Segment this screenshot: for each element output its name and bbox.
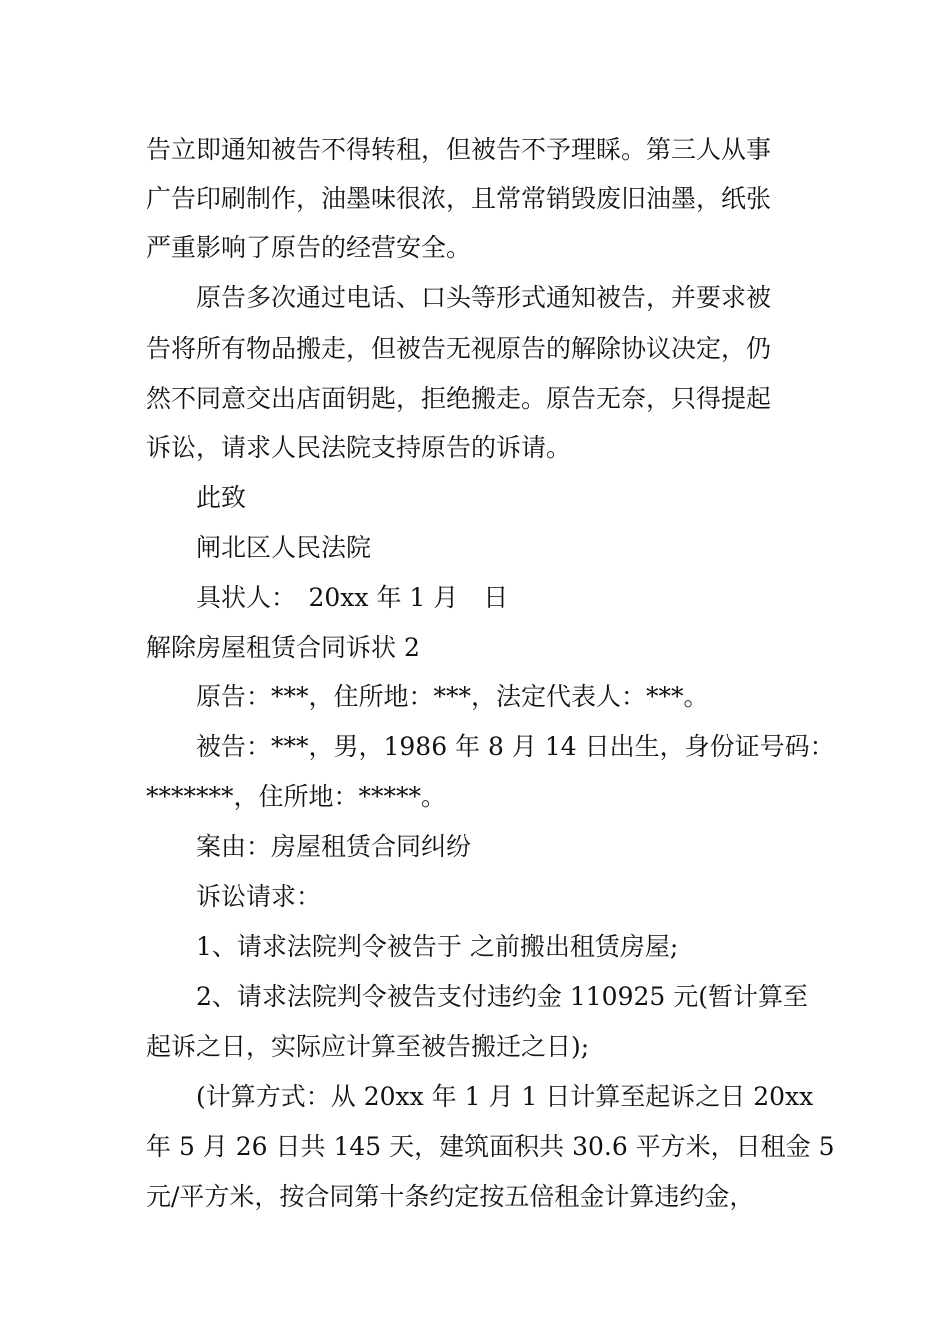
claim-item-1: 1、请求法院判令被告于 之前搬出租赁房屋; — [196, 932, 679, 961]
paragraph-line-1: 告立即通知被告不得转租，但被告不予理睬。第三人从事 — [146, 135, 772, 164]
calculation-line-3: 元/平方米，按合同第十条约定按五倍租金计算违约金， — [146, 1182, 755, 1211]
paragraph-line-4: 原告多次通过电话、口头等形式通知被告，并要求被 — [196, 283, 772, 312]
calculation-line-1: (计算方式：从 20xx 年 1 月 1 日计算至起诉之日 20xx — [196, 1082, 814, 1111]
claim-item-2: 2、请求法院判令被告支付违约金 110925 元(暂计算至 — [196, 982, 808, 1011]
case-cause-line: 案由：房屋租赁合同纠纷 — [196, 832, 472, 861]
section-title: 解除房屋租赁合同诉状 2 — [146, 633, 420, 662]
claims-heading: 诉讼请求： — [196, 882, 322, 911]
claim-item-2-cont: 起诉之日，实际应计算至被告搬迁之日); — [146, 1032, 590, 1061]
paragraph-line-3: 严重影响了原告的经营安全。 — [146, 233, 472, 262]
court-name: 闸北区人民法院 — [196, 533, 372, 562]
plaintiff-line: 原告：***，住所地：***，法定代表人：***。 — [196, 682, 709, 711]
defendant-line-cont: *******，住所地：*****。 — [146, 782, 447, 811]
paragraph-line-5: 告将所有物品搬走，但被告无视原告的解除协议决定，仍 — [146, 334, 772, 363]
paragraph-line-2: 广告印刷制作，油墨味很浓，且常常销毁废旧油墨，纸张 — [146, 184, 772, 213]
signature-date-line: 具状人： 20xx 年 1 月 日 — [196, 583, 509, 612]
calculation-line-2: 年 5 月 26 日共 145 天，建筑面积共 30.6 平方米，日租金 5 — [146, 1132, 835, 1161]
salutation-line: 此致 — [196, 483, 247, 512]
defendant-line: 被告：***，男，1986 年 8 月 14 日出生，身份证号码： — [196, 732, 835, 761]
paragraph-line-6: 然不同意交出店面钥匙，拒绝搬走。原告无奈，只得提起 — [146, 384, 772, 413]
paragraph-line-7: 诉讼，请求人民法院支持原告的诉请。 — [146, 433, 572, 462]
